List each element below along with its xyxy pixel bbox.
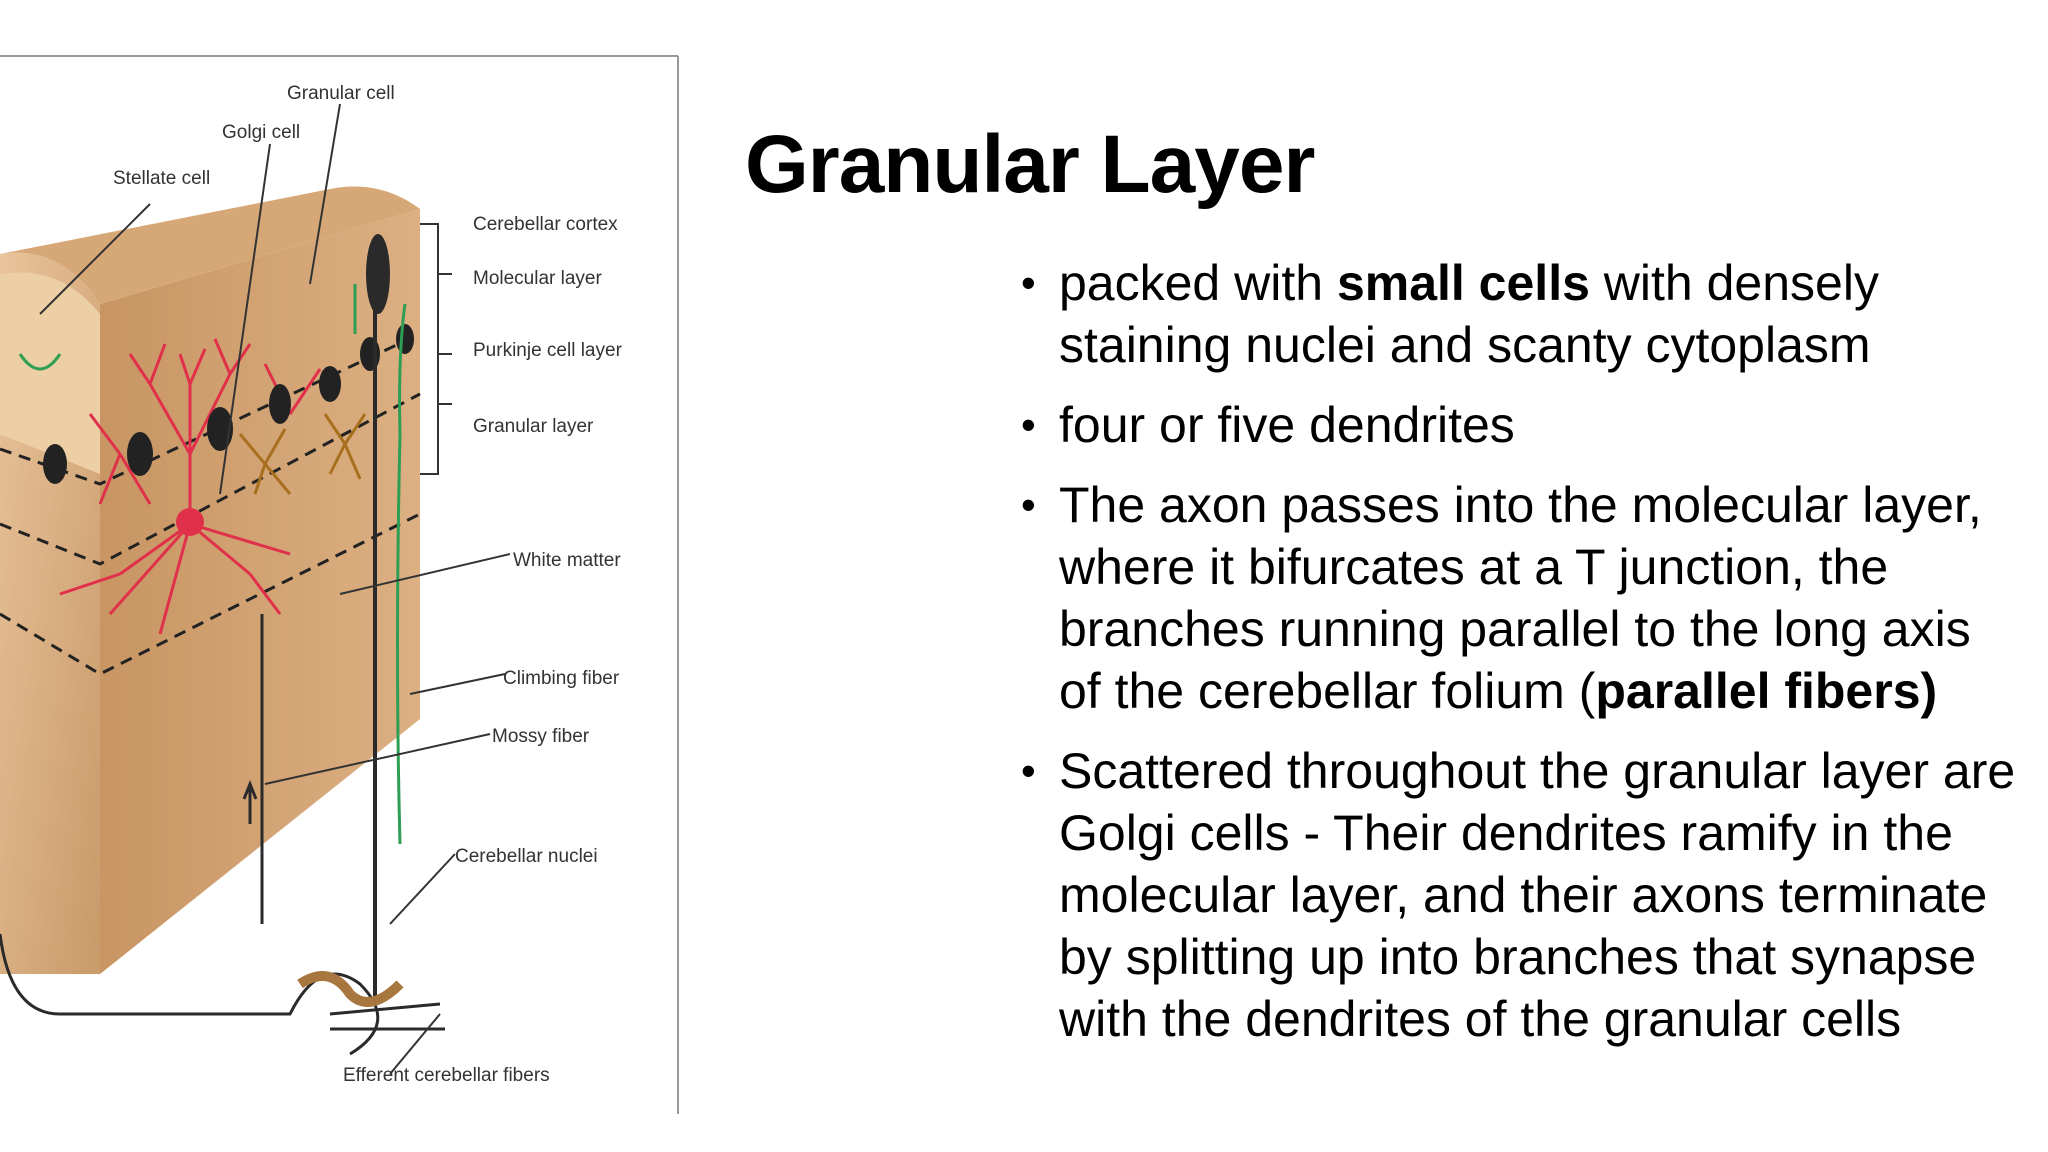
slide-title: Granular Layer xyxy=(745,119,1315,210)
bullet-text: Scattered throughout the granular layer are Golgi cells - Their dendrites ramify in the molecular layer, and their axons terminate by splitting up into branches that synapse with the dendrites of the granular cells xyxy=(1059,743,2016,1047)
bullet-text: packed with xyxy=(1059,255,1337,311)
bullet-text: four or five dendrites xyxy=(1059,397,1515,453)
cerebellar-nuclei-shape xyxy=(300,976,400,1002)
cortex-bracket xyxy=(420,224,452,474)
efferent-arrows xyxy=(330,1004,445,1029)
label-white-matter: White matter xyxy=(513,550,621,571)
bullet-item xyxy=(1015,474,2025,722)
label-granular-layer: Granular layer xyxy=(473,416,594,437)
label-mossy-fiber: Mossy fiber xyxy=(492,726,590,747)
golgi-cell-body xyxy=(366,234,390,314)
purkinje-soma xyxy=(176,508,204,536)
bullet-item xyxy=(1015,394,2025,456)
cerebellum-illustration xyxy=(0,54,680,1114)
bullet-item xyxy=(1015,252,2025,376)
label-efferent-fibers: Efferent cerebellar fibers xyxy=(343,1065,550,1086)
bullet-text: with densely staining nuclei and scanty cytoplasm xyxy=(1059,255,1879,373)
bullet-text-bold: parallel fibers) xyxy=(1595,663,1938,719)
label-cerebellar-cortex: Cerebellar cortex xyxy=(473,214,618,235)
bullet-text-bold: small cells xyxy=(1336,255,1590,311)
label-cerebellar-nuclei: Cerebellar nuclei xyxy=(455,846,598,867)
bullet-list xyxy=(1015,252,2025,1068)
label-climbing-fiber: Climbing fiber xyxy=(503,668,620,689)
bullet-item xyxy=(1015,740,2025,1050)
label-molecular-layer: Molecular layer xyxy=(473,268,602,289)
cerebellum-diagram xyxy=(0,54,680,1114)
label-purkinje-cell-layer: Purkinje cell layer xyxy=(473,340,622,361)
block-side xyxy=(100,209,420,974)
label-golgi-cell: Golgi cell xyxy=(222,122,301,143)
bullet-text: The axon passes into the molecular layer, where it bifurcates at a T junction, the branches running parallel to the long axis of the cerebellar folium ( xyxy=(1059,477,1982,719)
label-granular-cell: Granular cell xyxy=(287,83,395,104)
label-stellate-cell: Stellate cell xyxy=(113,168,211,189)
